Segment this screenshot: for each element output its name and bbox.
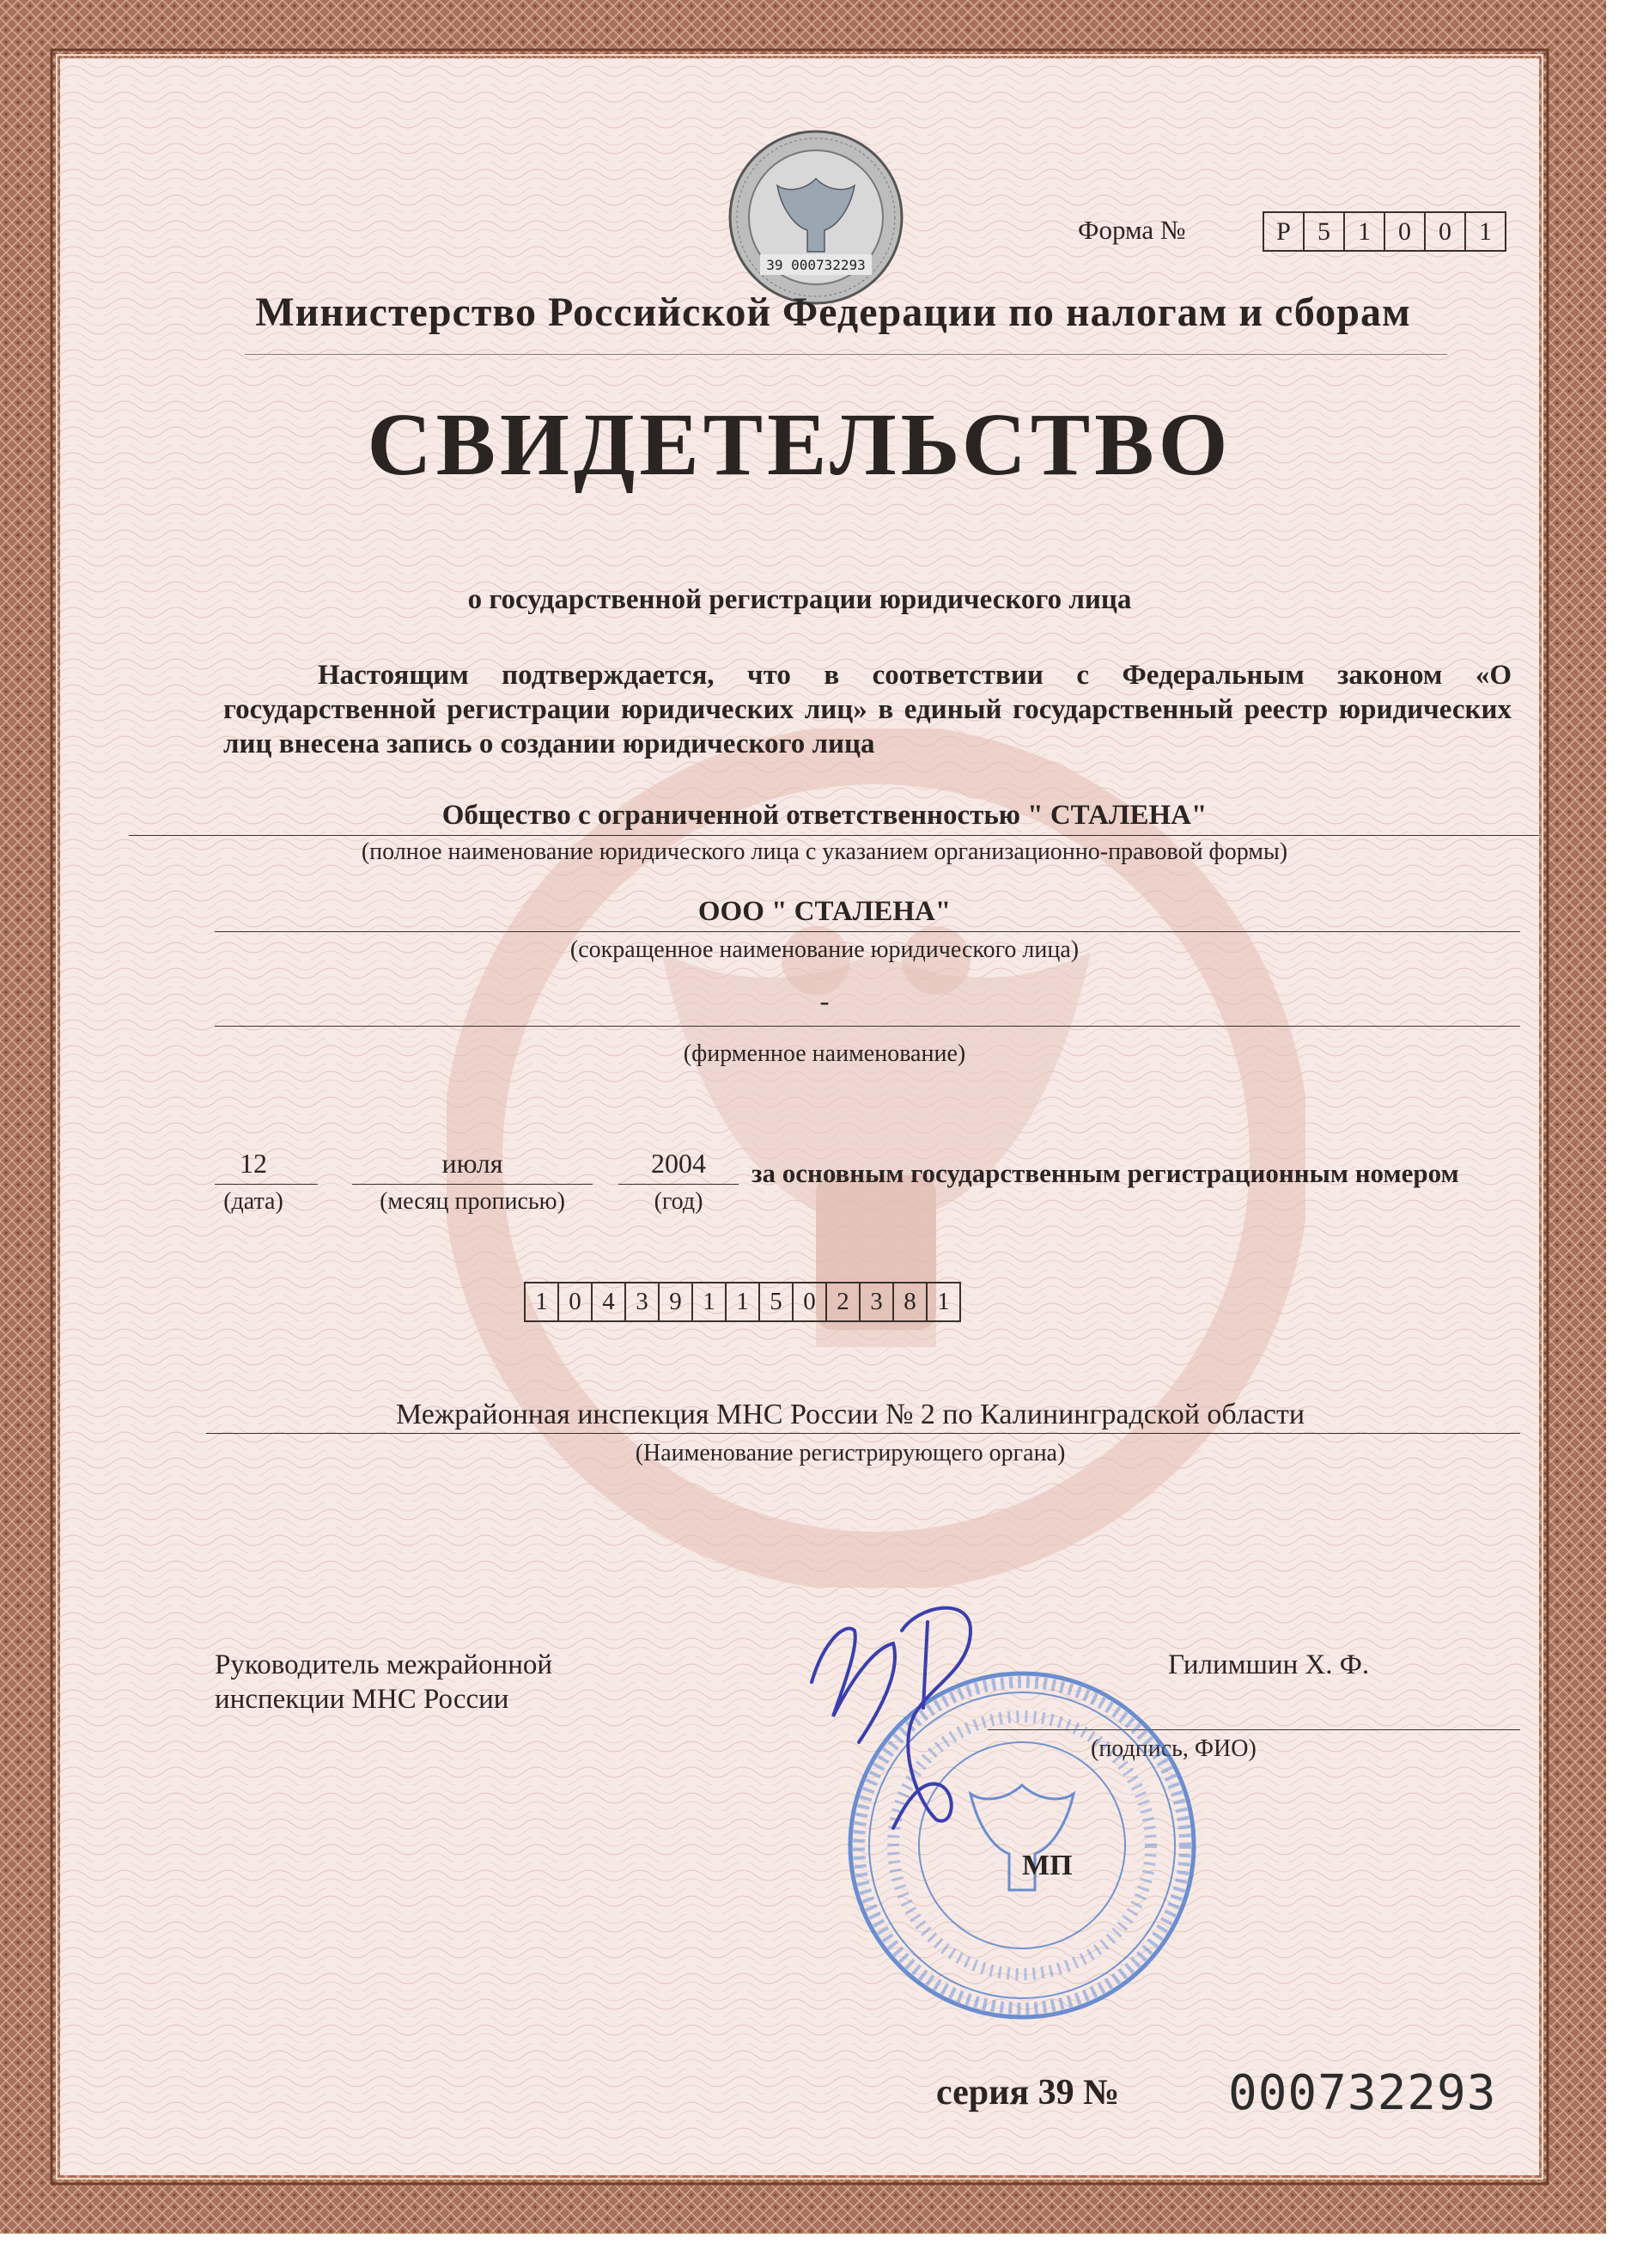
ogrn-label: за основным государственным регистрационным номером [751, 1158, 1459, 1188]
handwritten-signature [773, 1570, 1056, 1854]
ogrn-digit: 1 [693, 1283, 727, 1320]
date-month-caption: (месяц прописью) [380, 1188, 565, 1215]
firm-name-line [215, 1026, 1520, 1027]
stamp-place-label: МП [1022, 1850, 1073, 1881]
firm-name-value: - [819, 986, 830, 1017]
ogrn-digit: 3 [626, 1283, 660, 1320]
ministry-divider [245, 354, 1447, 355]
head-position [215, 1648, 552, 1716]
form-code-char: Р [1264, 213, 1305, 250]
hologram-number: 39 000732293 [766, 257, 866, 273]
head-name: Гилимшин Х. Ф. [1168, 1649, 1370, 1680]
hologram-seal [726, 127, 906, 308]
form-code-char: 5 [1305, 213, 1345, 250]
firm-name-caption: (фирменное наименование) [683, 1040, 966, 1067]
serial-number: 000732293 [1228, 2065, 1497, 2121]
ogrn-digit: 0 [559, 1283, 593, 1320]
form-code-char: 0 [1426, 213, 1466, 250]
intro-paragraph: Настоящим подтверждается, что в соответствии с Федеральным законом «О государственной регистрации юридических лиц» в единый государственный реестр юридических лиц внесена запись о создании юридического лица [223, 660, 1512, 759]
authority-caption: (Наименование регистрирующего органа) [635, 1440, 1066, 1466]
ministry-heading: Министерство Российской Федерации по налогам и сборам [255, 290, 1411, 335]
date-year-line [618, 1184, 739, 1185]
date-month-line [352, 1184, 593, 1185]
ogrn-digit: 5 [760, 1283, 794, 1320]
ogrn-digit: 3 [861, 1283, 894, 1320]
series-label: серия 39 № [936, 2073, 1120, 2113]
ogrn-digit: 1 [937, 1288, 950, 1315]
document-subtitle: о государственной регистрации юридического лица [467, 584, 1132, 615]
date-month: июля [441, 1148, 503, 1179]
short-name-line [215, 931, 1520, 932]
date-day-caption: (дата) [223, 1188, 283, 1215]
form-code-char: 1 [1345, 213, 1385, 250]
full-name-line [129, 835, 1539, 836]
ogrn-digit: 2 [827, 1283, 861, 1320]
document-title: СВИДЕТЕЛЬСТВО [367, 395, 1232, 494]
date-day-line [215, 1184, 318, 1185]
ogrn-digit: 9 [660, 1283, 693, 1320]
short-name-value: ООО " СТАЛЕНА" [697, 896, 952, 927]
ogrn-digit: 4 [593, 1283, 626, 1320]
form-label: Форма № [1078, 215, 1186, 245]
full-name-value: Общество с ограниченной ответственностью " СТАЛЕНА" [441, 800, 1208, 831]
authority-line [206, 1433, 1520, 1434]
form-code-char: 0 [1385, 213, 1426, 250]
registering-authority: Межрайонная инспекция МНС России № 2 по Калининградской области [395, 1399, 1305, 1430]
short-name-caption: (сокращенное наименование юридического лица) [569, 936, 1080, 963]
ogrn-digit: 0 [794, 1283, 827, 1320]
date-year-caption: (год) [654, 1188, 703, 1215]
signature-caption: (подпись, ФИО) [1091, 1735, 1257, 1762]
form-code-char: 1 [1479, 217, 1492, 246]
head-position-line1: Руководитель межрайонной [215, 1649, 553, 1680]
full-name-caption: (полное наименование юридического лица с указанием организационно-правовой формы) [361, 838, 1288, 865]
ogrn-digit: 8 [894, 1283, 928, 1320]
head-position-line2: инспекции МНС России [215, 1684, 509, 1715]
ogrn-boxes [524, 1282, 961, 1322]
paper-area [60, 58, 1539, 2175]
ogrn-digit: 1 [727, 1283, 760, 1320]
form-code-boxes [1263, 211, 1506, 252]
date-year: 2004 [651, 1148, 706, 1179]
ogrn-digit: 1 [526, 1283, 559, 1320]
date-day: 12 [240, 1148, 267, 1179]
